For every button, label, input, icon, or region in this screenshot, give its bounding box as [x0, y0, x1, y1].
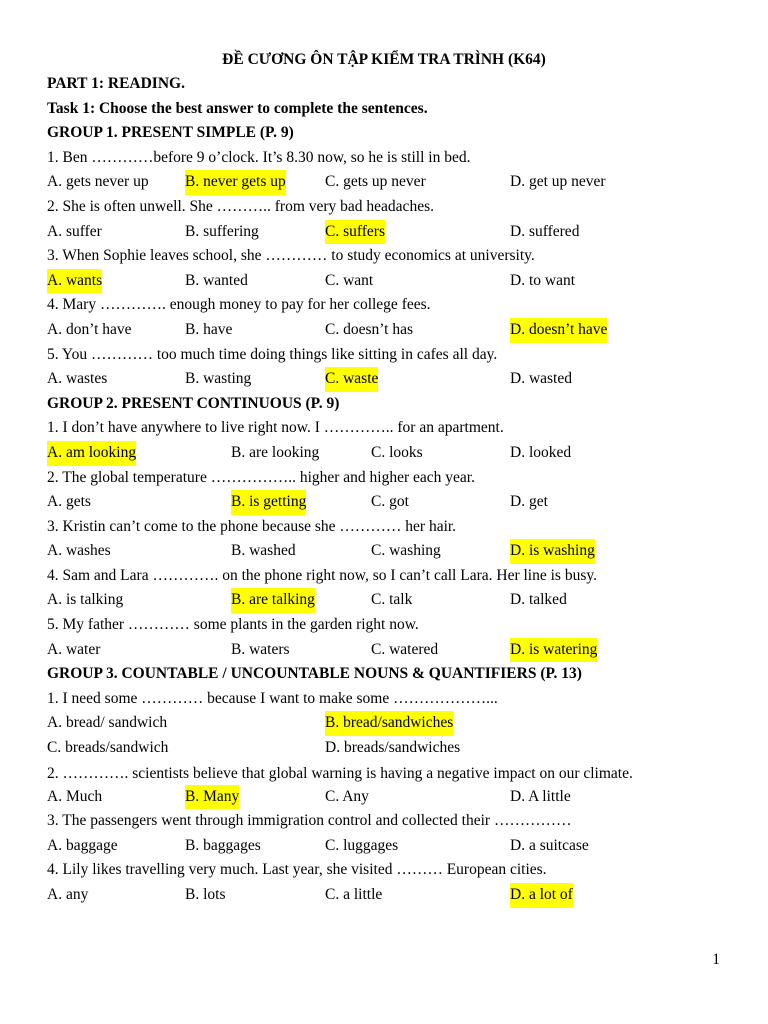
task-heading: Task 1: Choose the best answer to complete the sentences. [47, 99, 428, 117]
option-row [47, 539, 721, 564]
answer-option-highlighted: A. am looking [47, 441, 136, 466]
question-text: 4. Lily likes travelling very much. Last year, she visited ……… European cities. [47, 861, 547, 879]
question-text: 5. You ………… too much time doing things like sitting in cafes all day. [47, 345, 498, 363]
answer-option: D. looked [510, 443, 572, 461]
option-row [47, 220, 721, 245]
question-text: 2. The global temperature …………….. higher and higher each year. [47, 468, 475, 486]
answer-option: B. washed [231, 542, 296, 560]
answer-option-highlighted: B. never gets up [185, 170, 286, 195]
answer-option: B. wasting [185, 370, 252, 388]
question-text: 2. …………. scientists believe that global warning is having a negative impact on our climate. [47, 764, 633, 782]
answer-option: D. suffered [510, 222, 580, 240]
question-text: 4. Sam and Lara …………. on the phone right now, so I can’t call Lara. Her line is busy. [47, 566, 597, 584]
answer-option: A. Much [47, 787, 103, 805]
option-row [47, 834, 721, 859]
option-row [47, 711, 721, 736]
option-row [47, 170, 721, 195]
question-text: 3. The passengers went through immigration control and collected their …………… [47, 812, 572, 830]
option-row [47, 638, 721, 663]
answer-option: B. waters [231, 640, 290, 658]
question-text: 2. She is often unwell. She ……….. from very bad headaches. [47, 197, 434, 215]
answer-option: C. gets up never [325, 173, 426, 191]
answer-option-highlighted: C. suffers [325, 220, 385, 245]
answer-option: D. to want [510, 271, 576, 289]
answer-option: A. suffer [47, 222, 102, 240]
page-number: 1 [712, 951, 720, 968]
answer-option: C. washing [371, 542, 441, 560]
answer-option: A. baggage [47, 836, 118, 854]
part-heading: PART 1: READING. [47, 75, 185, 92]
question-text: 1. Ben …………before 9 o’clock. It’s 8.30 now, so he is still in bed. [47, 148, 471, 166]
option-row [47, 367, 721, 392]
answer-option: B. have [185, 320, 233, 338]
answer-option: D. get up never [510, 173, 606, 191]
answer-option: B. suffering [185, 222, 259, 240]
answer-option-highlighted: D. is watering [510, 638, 597, 663]
answer-option: C. doesn’t has [325, 320, 413, 338]
answer-option: A. washes [47, 542, 111, 560]
option-row [47, 785, 721, 810]
answer-option: C. Any [325, 787, 369, 805]
answer-option-highlighted: A. wants [47, 269, 102, 294]
option-row [47, 588, 721, 613]
answer-option-highlighted: B. is getting [231, 490, 306, 515]
question-text: 1. I need some ………… because I want to make some ………………... [47, 689, 498, 707]
answer-option: C. got [371, 493, 409, 511]
answer-option: C. luggages [325, 836, 399, 854]
answer-option: C. watered [371, 640, 439, 658]
answer-option: A. wastes [47, 370, 108, 388]
answer-option-highlighted: D. is washing [510, 539, 595, 564]
answer-option: D. breads/sandwiches [325, 739, 461, 757]
option-row [47, 490, 721, 515]
group-heading: GROUP 2. PRESENT CONTINUOUS (P. 9) [47, 394, 340, 412]
document-title: ĐỀ CƯƠNG ÔN TẬP KIỂM TRA TRÌNH (K64) [222, 51, 546, 68]
answer-option: A. don’t have [47, 320, 132, 338]
answer-option: D. talked [510, 591, 567, 609]
answer-option: A. gets never up [47, 173, 149, 191]
question-text: 1. I don’t have anywhere to live right now. I ………….. for an apartment. [47, 419, 504, 437]
group-heading: GROUP 1. PRESENT SIMPLE (P. 9) [47, 124, 294, 142]
group-heading: GROUP 3. COUNTABLE / UNCOUNTABLE NOUNS & QUANTIFIERS (P. 13) [47, 665, 582, 683]
answer-option: A. water [47, 640, 101, 658]
answer-option: B. lots [185, 886, 226, 903]
answer-option: D. a suitcase [510, 836, 589, 854]
answer-option-highlighted: D. a lot of [510, 883, 573, 908]
option-row [47, 269, 721, 294]
question-text: 5. My father ………… some plants in the garden right now. [47, 616, 419, 634]
question-text: 4. Mary …………. enough money to pay for her college fees. [47, 296, 431, 314]
question-text: 3. Kristin can’t come to the phone because she ………… her hair. [47, 517, 457, 535]
answer-option: B. are looking [231, 443, 320, 461]
answer-option: C. talk [371, 591, 413, 609]
answer-option: A. any [47, 886, 89, 903]
answer-option-highlighted: D. doesn’t have [510, 318, 607, 343]
answer-option: D. wasted [510, 370, 572, 388]
answer-option: C. looks [371, 443, 423, 461]
answer-option-highlighted: B. Many [185, 785, 239, 810]
answer-option-highlighted: B. bread/sandwiches [325, 711, 453, 736]
answer-option: B. wanted [185, 271, 248, 289]
answer-option: A. gets [47, 493, 91, 511]
answer-option: A. bread/ sandwich [47, 714, 168, 732]
option-row [47, 883, 721, 908]
option-row [47, 441, 721, 466]
answer-option-highlighted: C. waste [325, 367, 378, 392]
answer-option: D. A little [510, 787, 571, 805]
option-row [47, 736, 721, 761]
document-page [47, 48, 721, 908]
answer-option: C. want [325, 271, 374, 289]
answer-option: B. baggages [185, 836, 261, 854]
answer-option: D. get [510, 493, 548, 511]
question-text: 3. When Sophie leaves school, she ………… to study economics at university. [47, 247, 535, 265]
answer-option-highlighted: B. are talking [231, 588, 315, 613]
answer-option: C. breads/sandwich [47, 739, 169, 757]
option-row [47, 318, 721, 343]
answer-option: A. is talking [47, 591, 124, 609]
answer-option: C. a little [325, 886, 383, 903]
